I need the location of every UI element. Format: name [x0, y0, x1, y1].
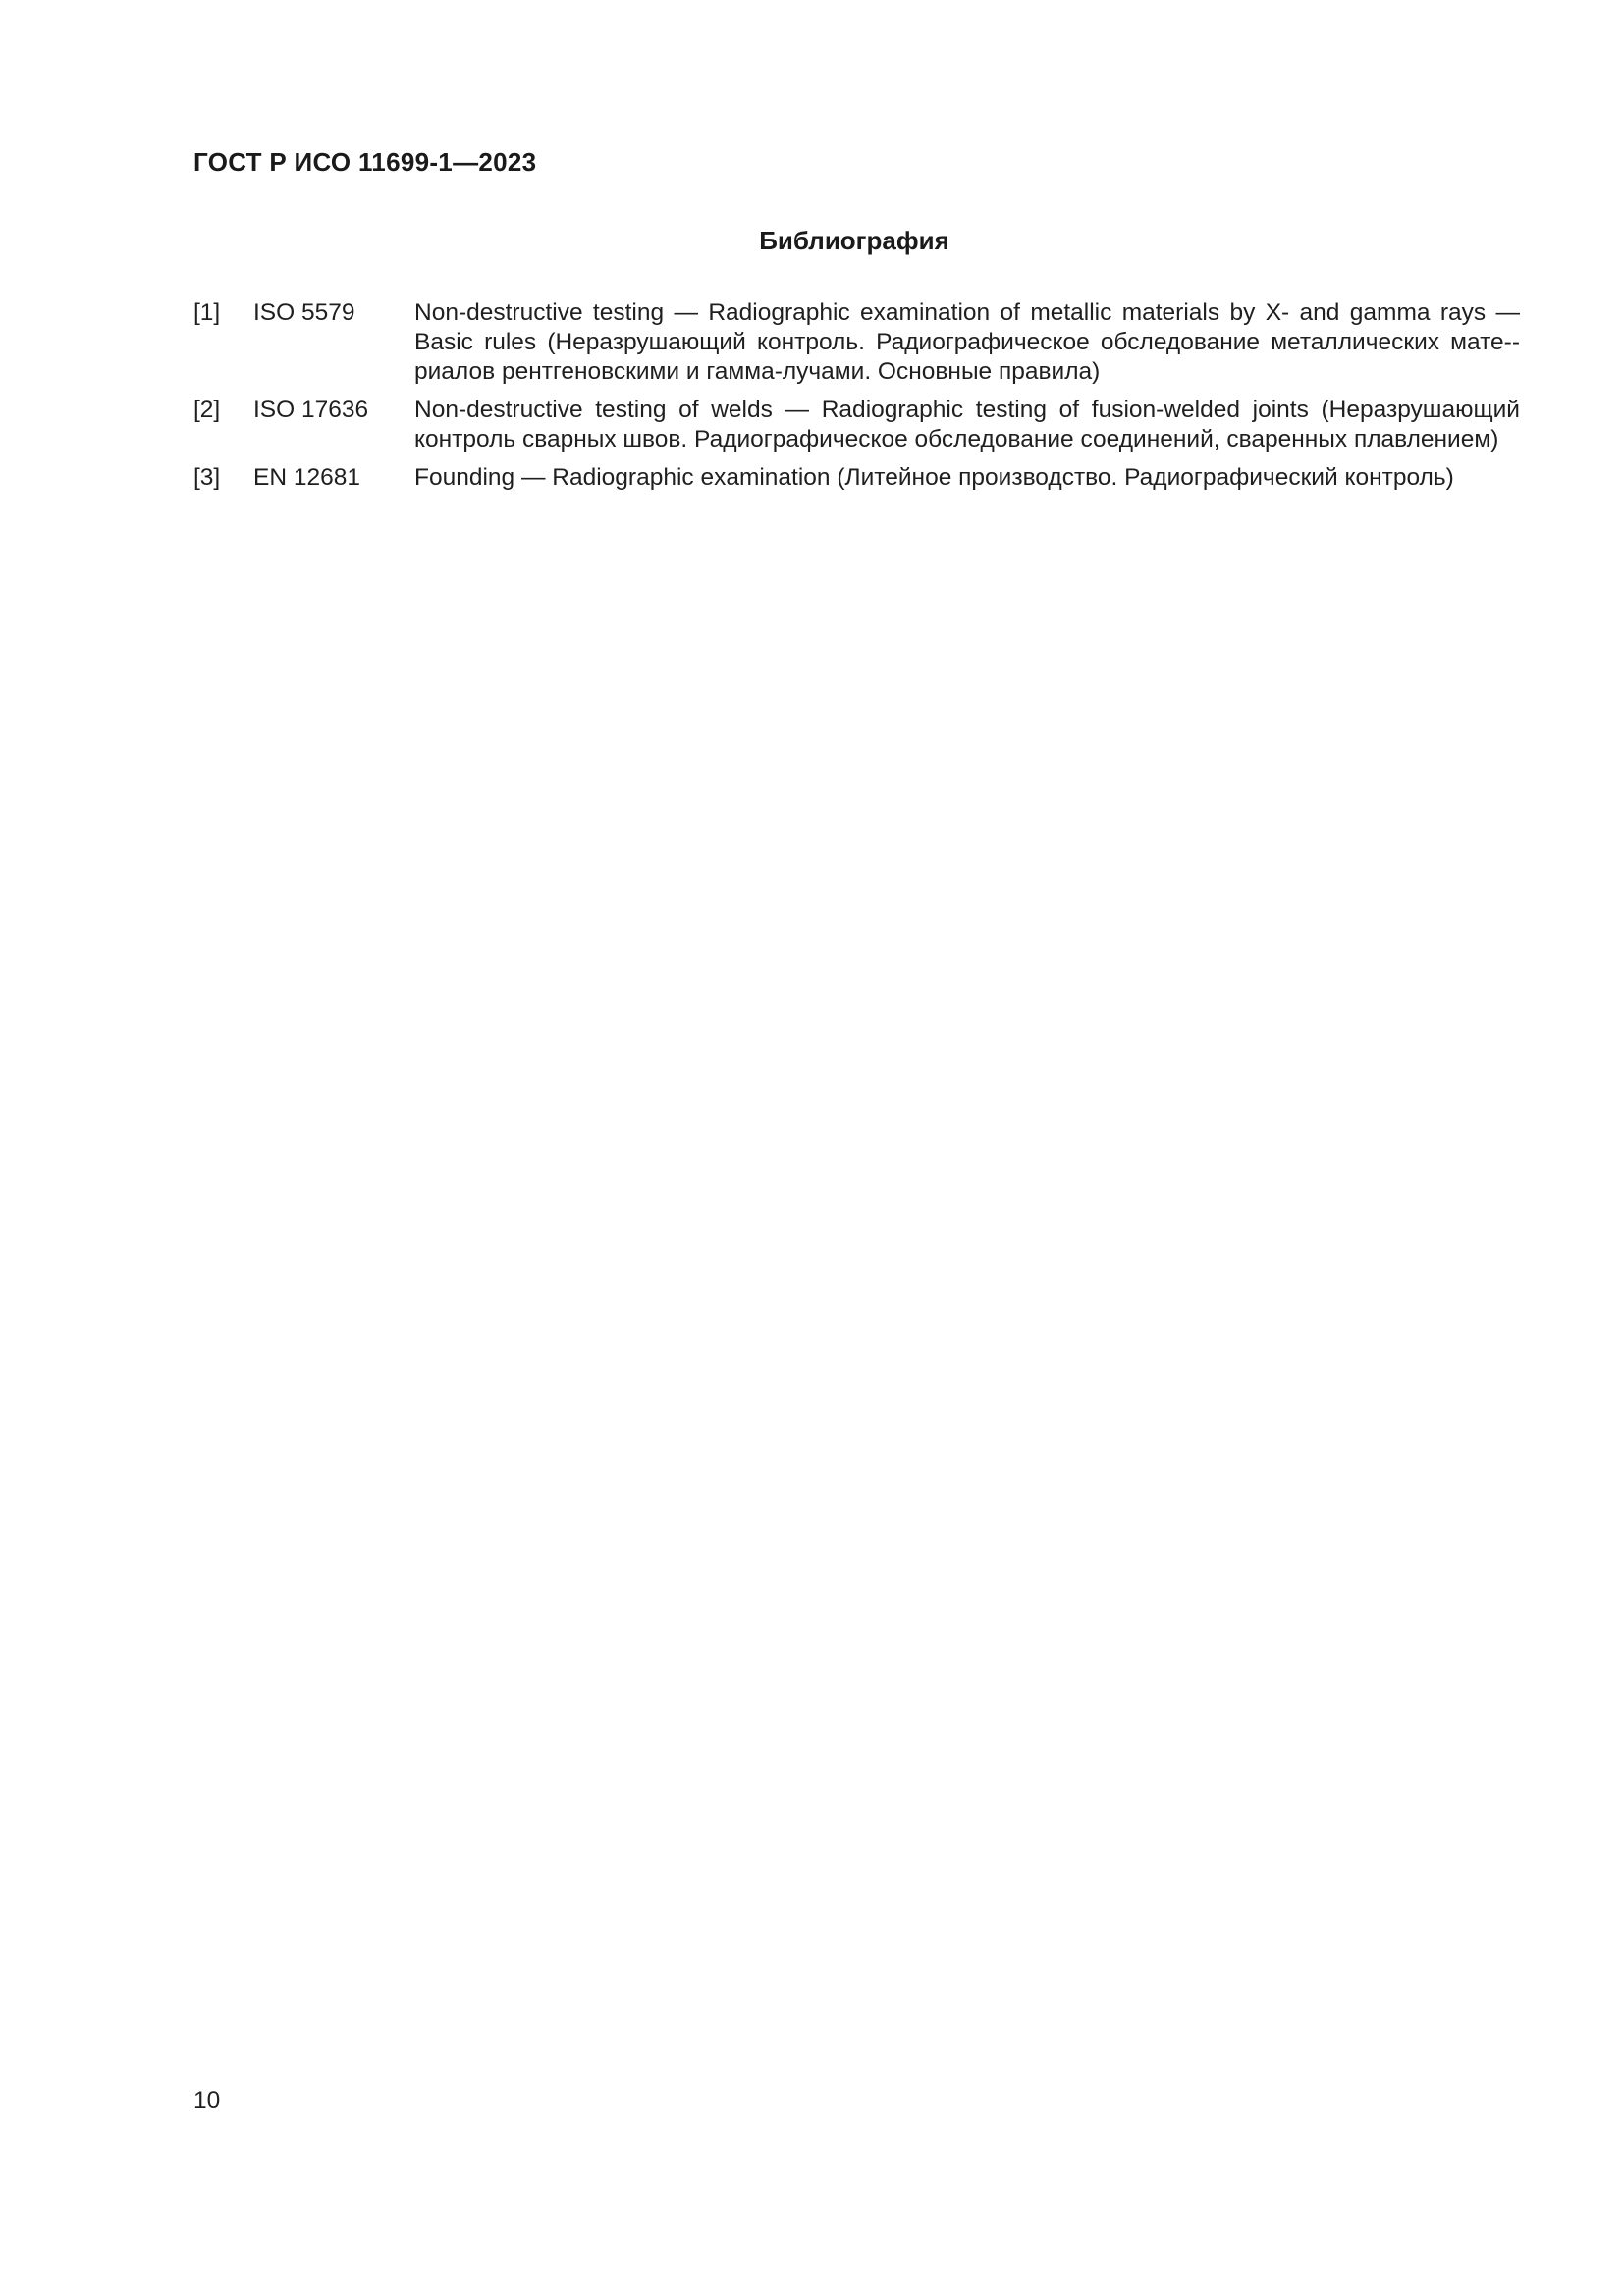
bibliography-entry-1	[193, 298, 1520, 387]
entry-number: [3]	[193, 464, 221, 491]
bibliography-list	[193, 298, 1520, 502]
entry-number: [1]	[193, 299, 221, 326]
entry-number: [2]	[193, 397, 221, 423]
entry-description: Non-destructive testing — Radiographic examination of metallic materials by X- and gamma rays — Basic rules (Неразрушающий контроль. Радиографическое обследование металлических мате-риалов рентгеновскими и гамма-лучами. Основные правила)	[414, 299, 1520, 385]
bibliography-entry-2	[193, 396, 1520, 454]
entry-description: Founding — Radiographic examination (Литейное производство. Радиографический контроль)	[414, 464, 1454, 491]
entry-description: Non-destructive testing of welds — Radiographic testing of fusion-welded joints (Неразрушающий контроль сварных швов. Радиографическое обследование соединений, сваренных плавлением)	[414, 397, 1520, 453]
page-number: 10	[193, 2087, 221, 2113]
entry-standard-code: ISO 5579	[253, 299, 355, 326]
entry-standard-code: EN 12681	[253, 464, 360, 491]
bibliography-entry-3	[193, 463, 1520, 493]
entry-standard-code: ISO 17636	[253, 397, 369, 423]
document-header: ГОСТ Р ИСО 11699-1—2023	[193, 147, 537, 177]
section-title: Библиография	[759, 226, 949, 255]
